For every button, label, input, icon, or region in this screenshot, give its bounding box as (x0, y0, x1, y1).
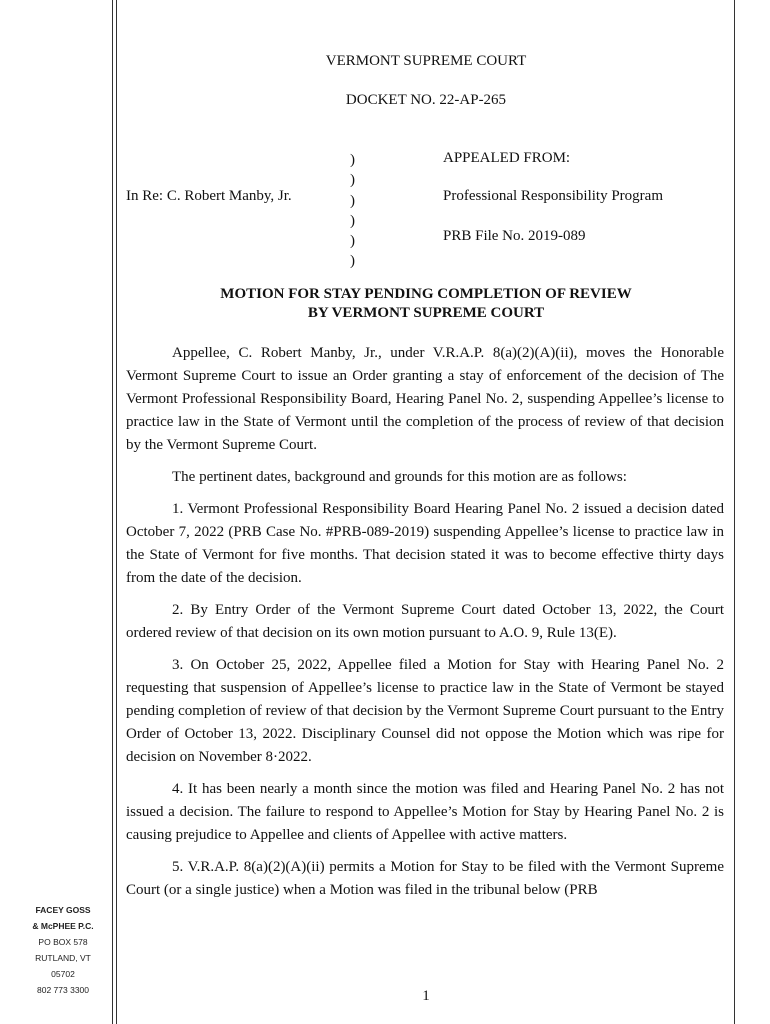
motion-body (126, 342, 724, 911)
caption-paren-column (350, 150, 362, 272)
caption-paren: ) (350, 152, 355, 168)
docket-number: DOCKET NO. 22-AP-265 (345, 92, 507, 108)
motion-title-line2: BY VERMONT SUPREME COURT (307, 305, 545, 321)
caption-paren: ) (350, 253, 355, 270)
margin-rule-left-inner (116, 0, 117, 1024)
caption-in-re: In Re: C. Robert Manby, Jr. (126, 188, 292, 204)
body-paragraph: Appellee, C. Robert Manby, Jr., under V.R.A.P. 8(a)(2)(A)(ii), moves the Honorable Vermont Supreme Court to issue an Order granting a stay of enforcement of the decision of The Vermont Professional Responsibility Board, Hearing Panel No. 2, suspending Appellee’s license to practice law in the State of Vermont until the completion of the process of review of that decision by the Vermont Supreme Court. (126, 345, 724, 453)
body-paragraph: 4. It has been nearly a month since the motion was filed and Hearing Panel No. 2 has not issued a decision. The failure to respond to Appellee’s Motion for Stay by Hearing Panel No. 2 is causing prejudice to Appellee and clients of Appellee with active matters. (126, 781, 724, 843)
page-number: 1 (422, 988, 430, 1004)
motion-title (126, 285, 726, 323)
body-paragraph: 1. Vermont Professional Responsibility Board Hearing Panel No. 2 issued a decision dated October 7, 2022 (PRB Case No. #PRB-089-2019) suspending Appellee’s license to practice law in the State of Vermont for five months. That decision stated it was to become effective thirty days from the date of the decision. (126, 501, 724, 586)
body-paragraph: 3. On October 25, 2022, Appellee filed a Motion for Stay with Hearing Panel No. 2 requesting that suspension of Appellee’s license to practice law in the State of Vermont be stayed pending completion of review of that decision by the Vermont Supreme Court pursuant to the Entry Order of October 13, 2022. Disciplinary Counsel did not oppose the Motion which was ripe for decision on November 8·2022. (126, 657, 724, 765)
body-paragraph: 2. By Entry Order of the Vermont Supreme Court dated October 13, 2022, the Court ordered review of that decision on its own motion pursuant to A.O. 9, Rule 13(E). (126, 602, 724, 641)
caption-paren: ) (350, 233, 355, 250)
appealed-from-label: APPEALED FROM: (443, 150, 571, 166)
firm-sidebar (18, 902, 108, 998)
body-paragraph: 5. V.R.A.P. 8(a)(2)(A)(ii) permits a Motion for Stay to be filed with the Vermont Supreme Court (or a single justice) when a Motion was filed in the tribunal below (PRB (126, 859, 724, 898)
firm-name-line1: FACEY GOSS (35, 905, 91, 915)
appealed-from-program: Professional Responsibility Program (443, 188, 663, 204)
court-name: VERMONT SUPREME COURT (325, 53, 527, 69)
margin-rule-left-outer (112, 0, 113, 1024)
motion-title-line1: MOTION FOR STAY PENDING COMPLETION OF REVIEW (220, 286, 632, 302)
firm-po-box: PO BOX 578 (38, 937, 88, 947)
firm-phone: 802 773 3300 (37, 985, 89, 995)
firm-zip: 05702 (51, 969, 75, 979)
caption-paren: ) (350, 172, 355, 189)
firm-city: RUTLAND, VT (35, 953, 91, 963)
caption-paren: ) (350, 212, 355, 229)
margin-rule-right (734, 0, 735, 1024)
body-paragraph: The pertinent dates, background and grounds for this motion are as follows: (172, 469, 627, 485)
firm-name-line2: & McPHEE P.C. (32, 921, 94, 931)
prb-file-number: PRB File No. 2019-089 (443, 228, 586, 244)
case-caption (126, 150, 726, 270)
caption-paren: ) (350, 192, 355, 209)
